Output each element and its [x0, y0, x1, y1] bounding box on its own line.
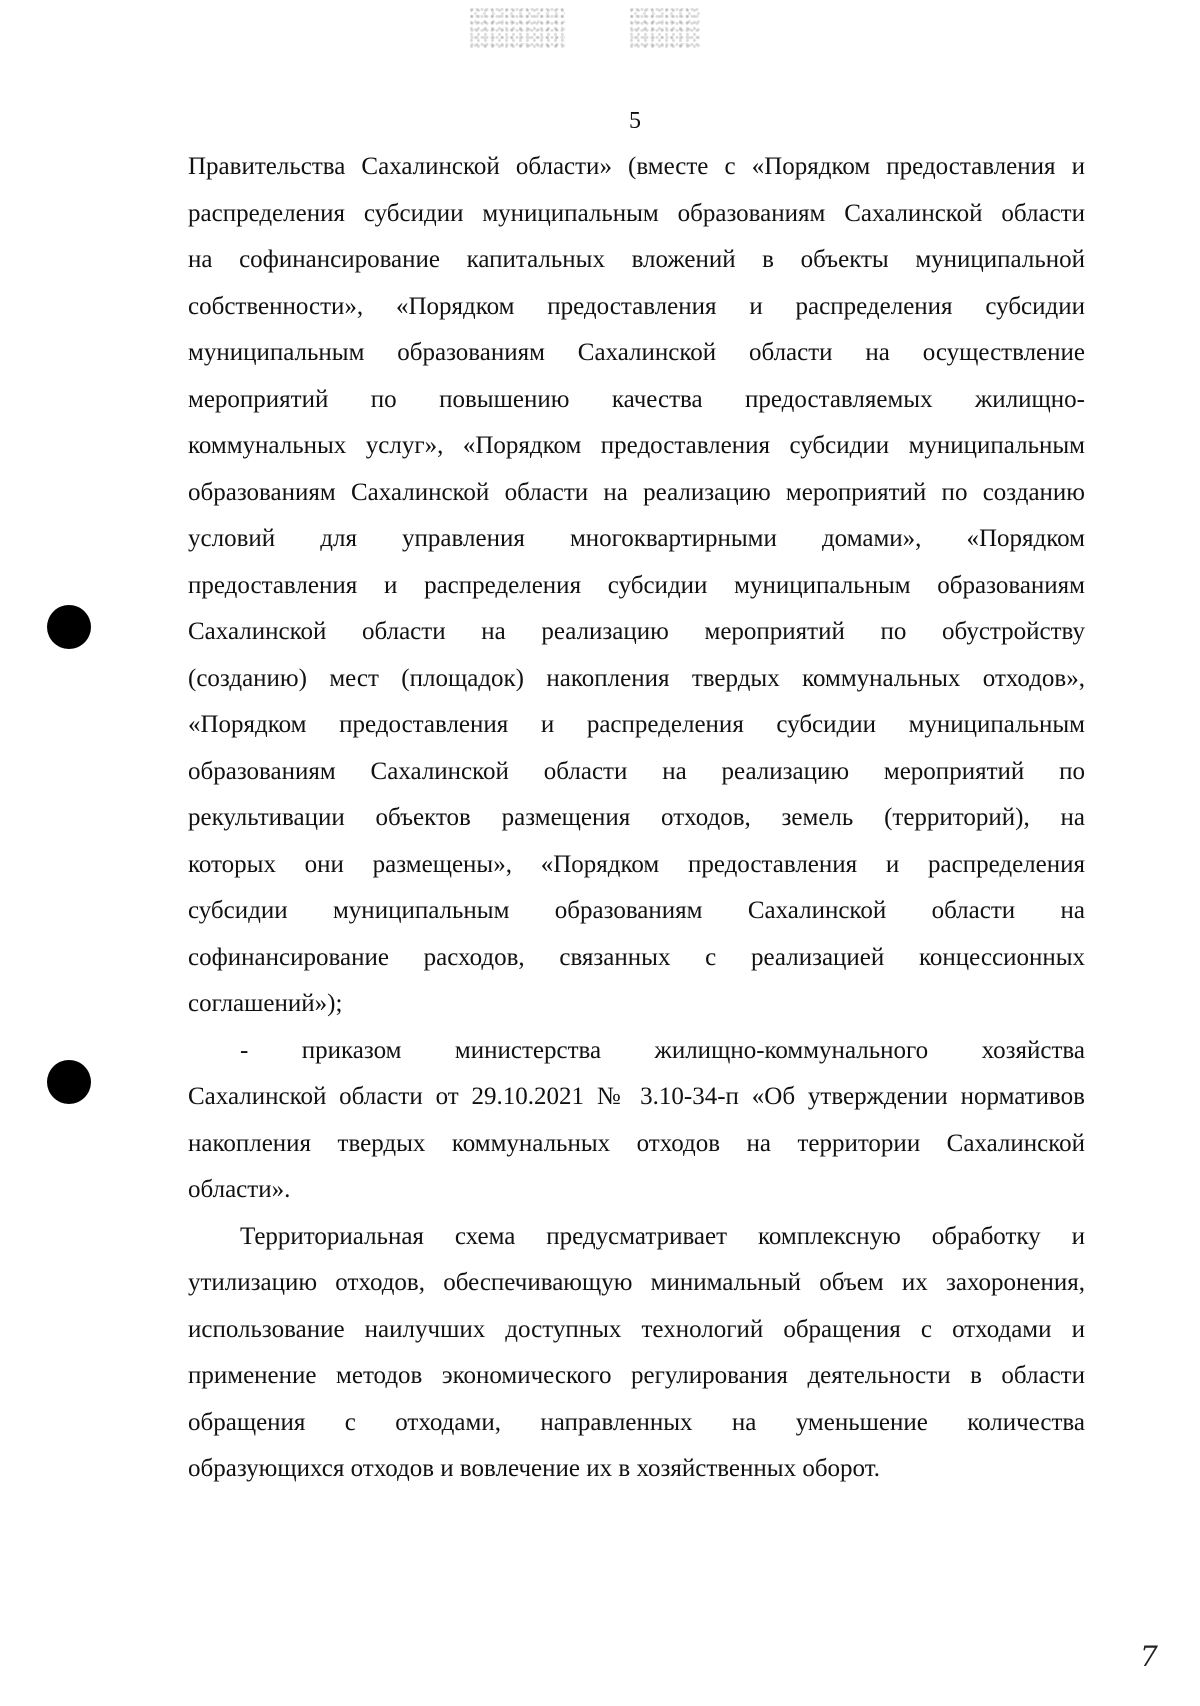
text-line: собственности», «Порядком предоставления и распределения субсидии	[188, 292, 1085, 320]
text-line: утилизацию отходов, обеспечивающую минимальный объем их захоронения,	[188, 1269, 1085, 1296]
text-line: соглашений»);	[188, 990, 343, 1017]
paragraph-order-item	[188, 1028, 1085, 1214]
text-line: образованиям Сахалинской области на реализацию мероприятий по	[188, 757, 1085, 785]
handwritten-page-mark: 7	[1140, 1640, 1158, 1673]
text-line: мероприятий по повышению качества предоставляемых жилищно-	[188, 385, 1085, 413]
punch-hole-top	[47, 605, 91, 649]
text-line: образованиям Сахалинской области на реализацию мероприятий по созданию	[188, 478, 1085, 506]
text-line: распределения субсидии муниципальным образованиям Сахалинской области	[188, 199, 1085, 227]
text-line: Территориальная схема предусматривает комплексную обработку и	[240, 1222, 1085, 1250]
text-line: Сахалинской области на реализацию мероприятий по обустройству	[188, 618, 1085, 645]
text-line: муниципальным образованиям Сахалинской области на осуществление	[188, 339, 1085, 366]
text-line: Сахалинской области от 29.10.2021 № 3.10-34-п «Об утверждении нормативов	[188, 1083, 1085, 1110]
text-line: условий для управления многоквартирными домами», «Порядком	[188, 525, 1085, 552]
text-line: применение методов экономического регулирования деятельности в области	[188, 1362, 1085, 1389]
text-line: «Порядком предоставления и распределения субсидии муниципальным	[188, 711, 1085, 738]
text-line: субсидии муниципальным образованиям Сахалинской области на	[188, 897, 1085, 924]
text-line: на софинансирование капитальных вложений в объекты муниципальной	[188, 246, 1085, 273]
paragraph-continuation	[188, 144, 1085, 1028]
text-line: рекультивации объектов размещения отходов, земель (территорий), на	[188, 804, 1085, 831]
text-line: которых они размещены», «Порядком предоставления и распределения	[188, 850, 1085, 878]
text-line: (созданию) мест (площадок) накопления твердых коммунальных отходов»,	[188, 664, 1085, 692]
text-line: предоставления и распределения субсидии муниципальным образованиям	[188, 571, 1085, 599]
paragraph-territorial-scheme	[188, 1214, 1085, 1493]
document-body	[188, 144, 1085, 1493]
text-line: использование наилучших доступных технологий обращения с отходами и	[188, 1315, 1085, 1343]
text-line: области».	[188, 1176, 291, 1203]
page-number: 5	[629, 108, 641, 134]
text-line: Правительства Сахалинской области» (вместе с «Порядком предоставления и	[188, 153, 1085, 180]
text-line: софинансирование расходов, связанных с реализацией концессионных	[188, 943, 1085, 971]
scan-noise-left	[470, 8, 565, 48]
scan-noise-right	[630, 8, 700, 48]
text-line: коммунальных услуг», «Порядком предоставления субсидии муниципальным	[188, 432, 1085, 459]
text-line: обращения с отходами, направленных на уменьшение количества	[188, 1408, 1085, 1436]
text-line: образующихся отходов и вовлечение их в хозяйственных оборот.	[188, 1455, 881, 1482]
text-line: - приказом министерства жилищно-коммунального хозяйства	[240, 1036, 1085, 1064]
punch-hole-bottom	[47, 1060, 91, 1104]
text-line: накопления твердых коммунальных отходов на территории Сахалинской	[188, 1129, 1085, 1157]
